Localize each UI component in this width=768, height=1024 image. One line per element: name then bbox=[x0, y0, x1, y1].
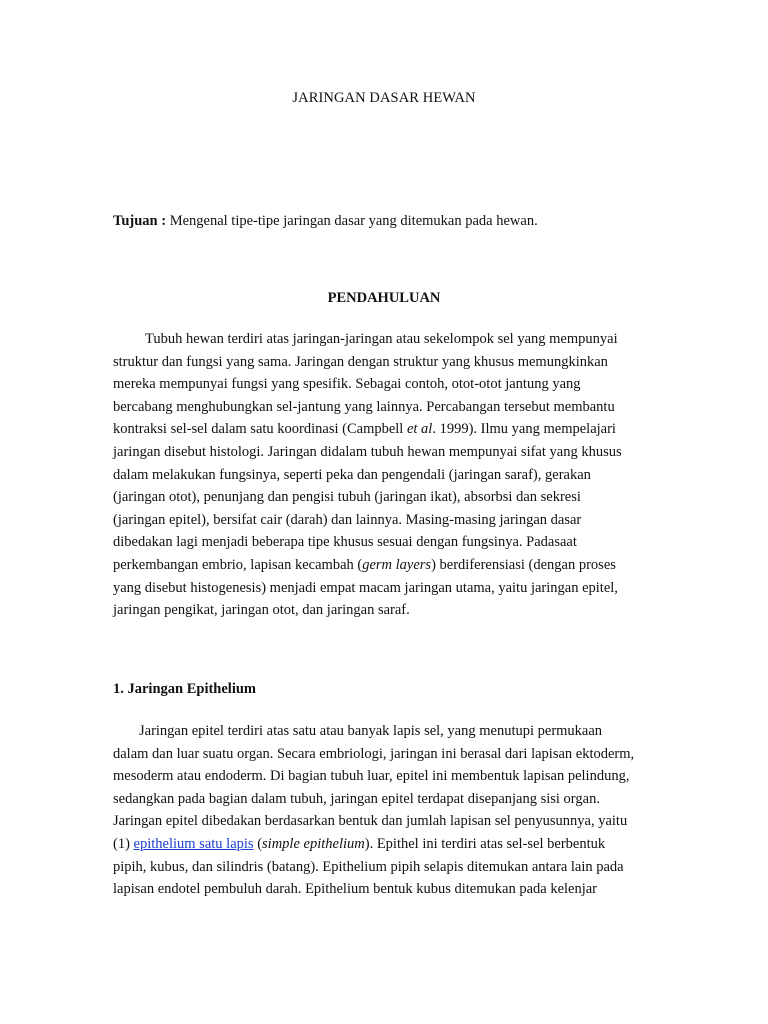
paragraph-line: (jaringan epitel), bersifat cair (darah) dan lainnya. Masing-masing jaringan dasar bbox=[113, 511, 582, 528]
tujuan-label: Tujuan : bbox=[113, 213, 167, 229]
section-heading-epithelium: 1. Jaringan Epithelium bbox=[113, 681, 257, 697]
paragraph-line: dalam dan luar suatu organ. Secara embriologi, jaringan ini berasal dari lapisan ektoderm, bbox=[113, 745, 635, 762]
paragraph-line: bercabang menghubungkan sel-jantung yang lainnya. Percabangan tersebut membantu bbox=[113, 398, 615, 415]
paragraph-line: (jaringan otot), penunjang dan pengisi tubuh (jaringan ikat), absorbsi dan sekresi bbox=[113, 489, 581, 506]
paragraph-line: dibedakan lagi menjadi beberapa tipe khusus sesuai dengan fungsinya. Padasaat bbox=[113, 534, 577, 551]
paragraph-line: kontraksi sel-sel dalam satu koordinasi (Campbell et al. 1999). Ilmu yang mempelajari bbox=[113, 421, 616, 438]
germ-layers-italic: germ layers bbox=[362, 556, 432, 573]
paragraph-line: perkembangan embrio, lapisan kecambah (germ layers) berdiferensiasi (dengan proses bbox=[113, 556, 616, 573]
paragraph-line: struktur dan fungsi yang sama. Jaringan dengan struktur yang khusus memungkinkan bbox=[113, 353, 608, 370]
epithelium-satu-lapis-link[interactable]: epithelium satu lapis bbox=[133, 835, 254, 852]
paragraph-line: lapisan endotel pembuluh darah. Epithelium bentuk kubus ditemukan pada kelenjar bbox=[113, 881, 598, 898]
paragraph-line: mesoderm atau endoderm. Di bagian tubuh luar, epitel ini membentuk lapisan pelindung, bbox=[113, 768, 630, 785]
paragraph-line: dalam melakukan fungsinya, seperti peka dan pengendali (jaringan saraf), gerakan bbox=[113, 466, 591, 483]
paragraph-line: Jaringan epitel terdiri atas satu atau banyak lapis sel, yang menutupi permukaan bbox=[139, 723, 603, 739]
simple-epithelium-italic: simple epithelium bbox=[262, 835, 365, 852]
et-al-italic: et al bbox=[406, 421, 433, 438]
paragraph-line: jaringan disebut histologi. Jaringan didalam tubuh hewan mempunyai sifat yang khusus bbox=[113, 443, 622, 460]
paragraph-line: Tubuh hewan terdiri atas jaringan-jaringan atau sekelompok sel yang mempunyai bbox=[145, 331, 618, 347]
paragraph-line: sedangkan pada bagian dalam tubuh, jaringan epitel terdapat disepanjang sisi organ. bbox=[113, 790, 600, 807]
epithelium-paragraph bbox=[113, 720, 653, 901]
paragraph-line: (1) epithelium satu lapis (simple epithelium). Epithel ini terdiri atas sel-sel berbentuk bbox=[113, 835, 606, 852]
paragraph-line: pipih, kubus, dan silindris (batang). Epithelium pipih selapis ditemukan antara lain pada bbox=[113, 858, 624, 875]
paragraph-line: jaringan pengikat, jaringan otot, dan jaringan saraf. bbox=[113, 602, 410, 619]
tujuan-paragraph bbox=[113, 210, 673, 232]
tujuan-text: Mengenal tipe-tipe jaringan dasar yang ditemukan pada hewan. bbox=[166, 213, 538, 229]
paragraph-line: yang disebut histogenesis) menjadi empat macam jaringan utama, yaitu jaringan epitel, bbox=[113, 579, 618, 596]
paragraph-line: Jaringan epitel dibedakan berdasarkan bentuk dan jumlah lapisan sel penyusunnya, yaitu bbox=[113, 813, 628, 830]
document-title: JARINGAN DASAR HEWAN bbox=[292, 90, 476, 106]
pendahuluan-heading: PENDAHULUAN bbox=[327, 290, 441, 306]
pendahuluan-paragraph bbox=[113, 328, 653, 622]
paragraph-line: mereka mempunyai fungsi yang spesifik. Sebagai contoh, otot-otot jantung yang bbox=[113, 376, 581, 393]
